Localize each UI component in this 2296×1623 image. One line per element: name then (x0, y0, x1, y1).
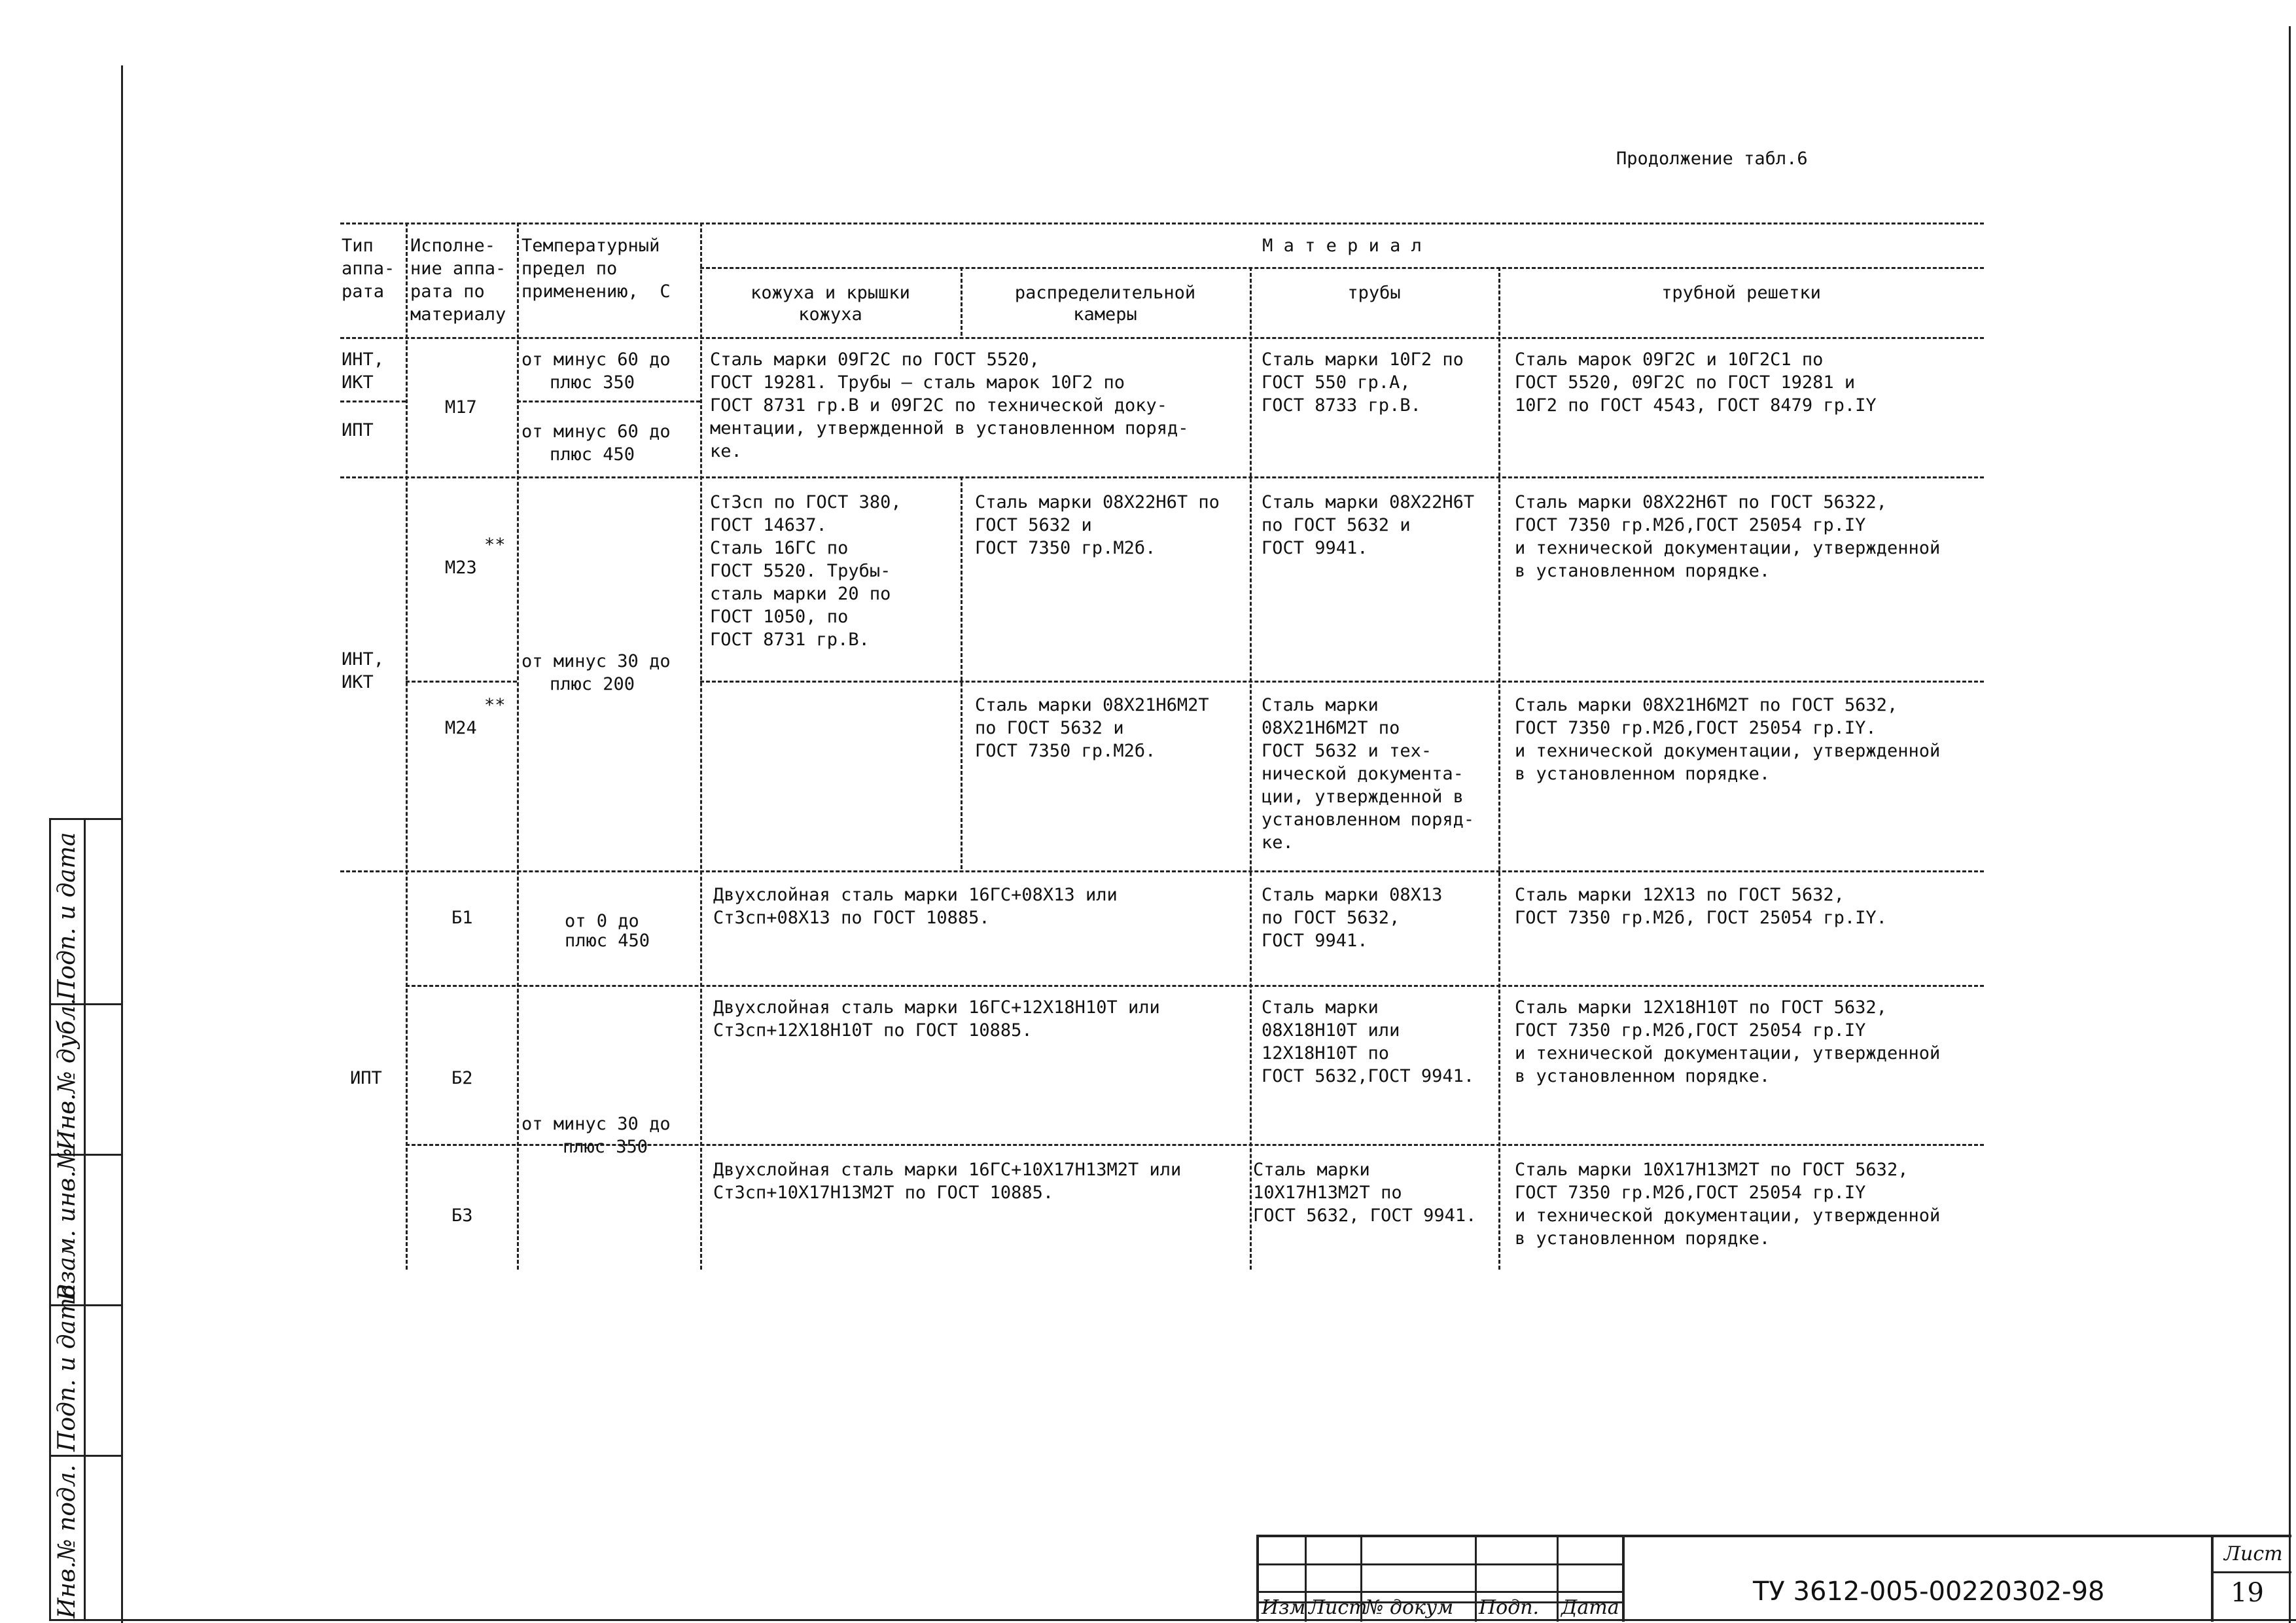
title-block (1256, 1535, 2291, 1622)
hdr-type-1: Тип (342, 236, 374, 256)
b1-temp-2: плюс 450 (565, 931, 650, 951)
m23-chamber-3: ГОСТ 7350 гр.М2б. (975, 538, 1156, 558)
b2-tubes-3: 12Х18Н10Т по (1262, 1043, 1390, 1063)
m24-tubes-1: Сталь марки (1262, 695, 1379, 715)
b2-plate-4: в установленном порядке. (1515, 1066, 1771, 1086)
hdr-tubes: трубы (1347, 283, 1401, 303)
m24-chamber-2: по ГОСТ 5632 и (975, 718, 1124, 738)
m23-chamber-1: Сталь марки 08Х22Н6Т по (975, 492, 1220, 512)
tb-label-docum: № докум (1365, 1596, 1454, 1619)
r1-tubes-2: ГОСТ 550 гр.А, (1262, 372, 1411, 393)
b2-shell-2: Ст3сп+12Х18Н10Т по ГОСТ 10885. (713, 1020, 1033, 1041)
b2-tubes-2: 08Х18Н10Т или (1262, 1020, 1400, 1041)
hdr-exec-3: рата по (410, 281, 485, 302)
r1-temp-b-1: от минус 60 до (521, 421, 671, 442)
b2-exec: Б2 (451, 1068, 473, 1088)
hdr-shell-2: кожуха (798, 304, 862, 325)
r1-shell-1: Сталь марки 09Г2С по ГОСТ 5520, (710, 349, 1040, 370)
hdr-type-3: рата (342, 281, 385, 302)
hdr-material: М а т е р и а л (1262, 236, 1422, 256)
m24-tubes-3: ГОСТ 5632 и тех- (1262, 741, 1432, 761)
r1-temp-a-2: плюс 350 (550, 372, 635, 393)
r2-temp-2: плюс 200 (550, 674, 635, 694)
m23-mark: ** (484, 535, 506, 555)
r2-type-1: ИНТ, (342, 649, 385, 669)
b1-plate-1: Сталь марки 12Х13 по ГОСТ 5632, (1515, 885, 1845, 905)
b1-plate-2: ГОСТ 7350 гр.М2б, ГОСТ 25054 гр.IY. (1515, 908, 1887, 928)
hdr-shell-1: кожуха и крышки (751, 283, 910, 303)
b3-plate-3: и технической документации, утвержденной (1515, 1205, 1941, 1226)
stamp-vzam-inv: Взам. инв.№ (54, 1148, 80, 1301)
r1-plate-2: ГОСТ 5520, 09Г2С по ГОСТ 19281 и (1515, 372, 1856, 393)
b3-plate-4: в установленном порядке. (1515, 1228, 1771, 1249)
sheet-number: 19 (2231, 1578, 2264, 1608)
b23-temp-1: от минус 30 до (521, 1114, 671, 1134)
b1-shell-2: Ст3сп+08Х13 по ГОСТ 10885. (713, 908, 990, 928)
m24-chamber-1: Сталь марки 08Х21Н6М2Т (975, 695, 1209, 715)
m23-tubes-1: Сталь марки 08Х22Н6Т (1262, 492, 1475, 512)
r1-type-1: ИНТ, (342, 349, 385, 370)
hdr-chamber-1: распределительной (1014, 283, 1196, 303)
m23-exec: М23 (445, 558, 477, 578)
hdr-type-2: аппа- (342, 259, 395, 279)
m23-tubes-3: ГОСТ 9941. (1262, 538, 1368, 558)
m23-plate-3: и технической документации, утвержденной (1515, 538, 1941, 558)
b3-shell-1: Двухслойная сталь марки 16ГС+10Х17Н13М2Т или (713, 1160, 1182, 1180)
b3-tubes-1: Сталь марки (1253, 1160, 1370, 1180)
m24-mark: ** (484, 695, 506, 715)
stamp-inv-dubl: Инв.№ дубл. (54, 997, 80, 1150)
r1-exec: М17 (445, 397, 477, 418)
hdr-plate: трубной решетки (1661, 283, 1821, 303)
m24-tubes-2: 08Х21Н6М2Т по (1262, 718, 1400, 738)
m23-plate-2: ГОСТ 7350 гр.М2б,ГОСТ 25054 гр.IY (1515, 515, 1866, 535)
m23-plate-1: Сталь марки 08Х22Н6Т по ГОСТ 56322, (1515, 492, 1887, 512)
tb-label-izm: Изм (1262, 1596, 1306, 1619)
r1-shell-2: ГОСТ 19281. Трубы – сталь марок 10Г2 по (710, 372, 1125, 393)
r2-type-2: ИКТ (342, 672, 374, 692)
b3-exec: Б3 (451, 1205, 473, 1226)
b23-temp-2: плюс 350 (563, 1137, 648, 1157)
b1-shell-1: Двухслойная сталь марки 16ГС+08Х13 или (713, 885, 1118, 905)
stamp-inv-podl: Инв.№ подл. (54, 1464, 80, 1618)
m24-tubes-5: ции, утвержденной в (1262, 787, 1464, 807)
r2-shell-5: сталь марки 20 по (710, 584, 891, 604)
r1-type-3: ИПТ (342, 420, 374, 440)
r2-shell-2: ГОСТ 14637. (710, 515, 827, 535)
m23-chamber-2: ГОСТ 5632 и (975, 515, 1092, 535)
b3-tubes-2: 10Х17Н13М2Т по (1253, 1183, 1402, 1203)
tb-label-data: Дата (1561, 1596, 1619, 1619)
tb-label-list: Лист (1309, 1596, 1368, 1619)
b1-exec: Б1 (451, 908, 473, 928)
m24-tubes-4: нической документа- (1262, 764, 1464, 784)
r2-shell-4: ГОСТ 5520. Трубы- (710, 561, 891, 581)
r1-tubes-1: Сталь марки 10Г2 по (1262, 349, 1464, 370)
r2-shell-3: Сталь 16ГС по (710, 538, 849, 558)
b2-plate-2: ГОСТ 7350 гр.М2б,ГОСТ 25054 гр.IY (1515, 1020, 1866, 1041)
tb-label-podp: Подп. (1479, 1596, 1540, 1619)
sheet-label: Лист (2224, 1543, 2283, 1565)
b3-plate-1: Сталь марки 10Х17Н13М2Т по ГОСТ 5632, (1515, 1160, 1909, 1180)
hdr-chamber-2: камеры (1073, 304, 1137, 325)
r1-temp-b-2: плюс 450 (550, 444, 635, 465)
r2-shell-7: ГОСТ 8731 гр.В. (710, 630, 870, 650)
r1-shell-5: ке. (710, 441, 742, 461)
r1-temp-a-1: от минус 60 до (521, 349, 671, 370)
r1-tubes-3: ГОСТ 8733 гр.В. (1262, 395, 1421, 416)
table-caption: Продолжение табл.6 (1616, 149, 1808, 169)
b2-shell-1: Двухслойная сталь марки 16ГС+12Х18Н10Т или (713, 997, 1160, 1018)
b2-plate-3: и технической документации, утвержденной (1515, 1043, 1941, 1063)
b2-plate-1: Сталь марки 12Х18Н10Т по ГОСТ 5632, (1515, 997, 1887, 1018)
hdr-exec-2: ние аппа- (410, 259, 506, 279)
hdr-temp-3: применению, С (521, 281, 671, 302)
r2-shell-6: ГОСТ 1050, по (710, 607, 849, 627)
m23-tubes-2: по ГОСТ 5632 и (1262, 515, 1411, 535)
m23-plate-4: в установленном порядке. (1515, 561, 1771, 581)
hdr-temp-2: предел по (521, 259, 618, 279)
r1-shell-4: ментации, утвержденной в установленном поряд- (710, 418, 1189, 438)
m24-chamber-3: ГОСТ 7350 гр.М2б. (975, 741, 1156, 761)
doc-number: ТУ 3612-005-00220302-98 (1753, 1577, 2105, 1607)
b2-tubes-4: ГОСТ 5632,ГОСТ 9941. (1262, 1066, 1475, 1086)
r3-type: ИПТ (350, 1068, 382, 1088)
stamp-podp-data-1: Подп. и дата (54, 1283, 80, 1452)
m24-tubes-7: ке. (1262, 832, 1294, 853)
m24-plate-4: в установленном порядке. (1515, 764, 1771, 784)
r1-type-2: ИКТ (342, 372, 374, 393)
b3-plate-2: ГОСТ 7350 гр.М2б,ГОСТ 25054 гр.IY (1515, 1183, 1866, 1203)
stamp-podp-data-2: Подп. и дата (54, 832, 80, 1000)
m24-tubes-6: установленном поряд- (1262, 810, 1475, 830)
m24-exec: М24 (445, 718, 477, 738)
hdr-exec-4: материалу (410, 304, 506, 325)
b1-tubes-2: по ГОСТ 5632, (1262, 908, 1400, 928)
r2-shell-1: Ст3сп по ГОСТ 380, (710, 492, 902, 512)
m24-plate-1: Сталь марки 08Х21Н6М2Т по ГОСТ 5632, (1515, 695, 1898, 715)
b3-shell-2: Ст3сп+10Х17Н13М2Т по ГОСТ 10885. (713, 1183, 1054, 1203)
b1-tubes-1: Сталь марки 08Х13 (1262, 885, 1443, 905)
b3-tubes-3: ГОСТ 5632, ГОСТ 9941. (1253, 1205, 1477, 1226)
hdr-exec-1: Исполне- (410, 236, 496, 256)
r1-plate-3: 10Г2 по ГОСТ 4543, ГОСТ 8479 гр.IY (1515, 395, 1877, 416)
r1-shell-3: ГОСТ 8731 гр.В и 09Г2С по технической доку- (710, 395, 1167, 416)
m24-plate-3: и технической документации, утвержденной (1515, 741, 1941, 761)
b1-tubes-3: ГОСТ 9941. (1262, 931, 1368, 951)
r2-temp-1: от минус 30 до (521, 651, 671, 671)
m24-plate-2: ГОСТ 7350 гр.М2б,ГОСТ 25054 гр.IY. (1515, 718, 1877, 738)
r1-plate-1: Сталь марок 09Г2С и 10Г2С1 по (1515, 349, 1824, 370)
b2-tubes-1: Сталь марки (1262, 997, 1379, 1018)
b1-temp-1: от 0 до (565, 911, 639, 931)
hdr-temp-1: Температурный (521, 236, 660, 256)
